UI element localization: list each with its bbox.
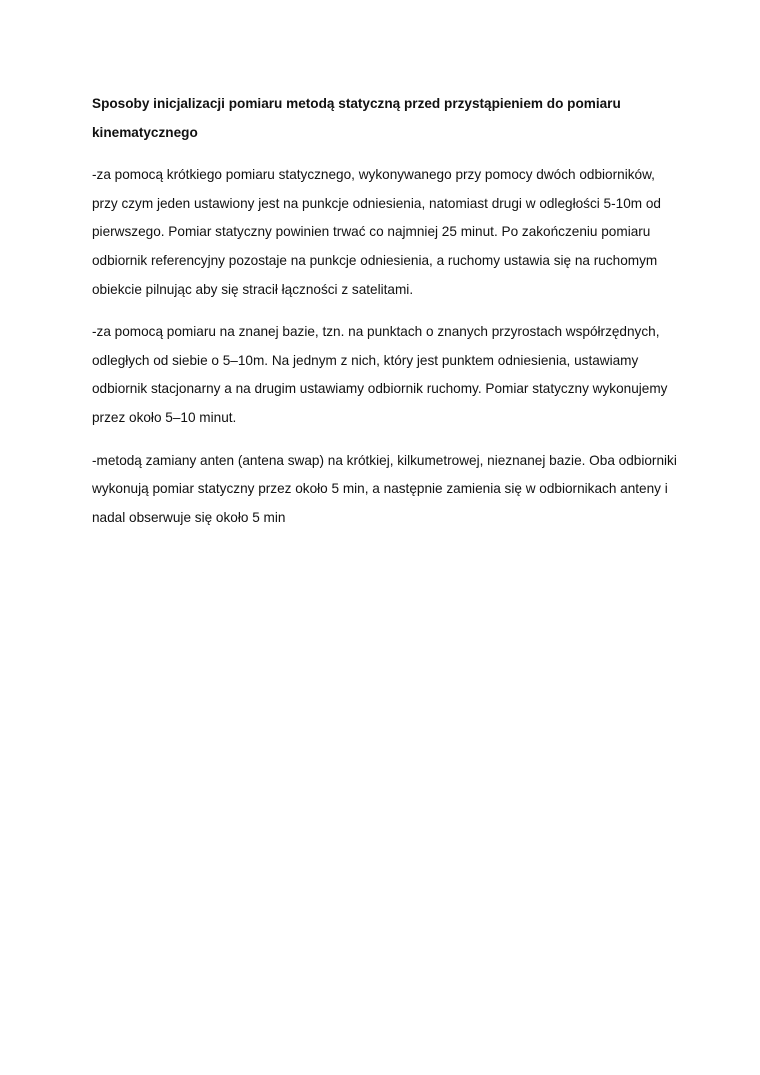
paragraph-static-short-measurement: -za pomocą krótkiego pomiaru statycznego, wykonywanego przy pomocy dwóch odbiorników, przy czym jeden ustawiony jest na punkcje odniesienia, natomiast drugi w odległości 5-10m od pierwszego. Pomiar statyczny powinien trwać co najmniej 25 minut. Po zakończeniu pomiaru odbiornik referencyjny pozostaje na punkcje odniesienia, a ruchomy ustawia się na ruchomym obiekcie pilnując aby się stracił łączności z satelitami.	[92, 167, 661, 297]
paragraph-antenna-swap: -metodą zamiany anten (antena swap) na krótkiej, kilkumetrowej, nieznanej bazie. Oba odbiorniki wykonują pomiar statyczny przez około 5 min, a następnie zamienia się w odbiornikach anteny i nadal obserwuje się około 5 min	[92, 452, 677, 525]
document-title: Sposoby inicjalizacji pomiaru metodą statyczną przed przystąpieniem do pomiaru kinematycznego	[92, 96, 621, 140]
paragraph-known-baseline: -za pomocą pomiaru na znanej bazie, tzn. na punktach o znanych przyrostach współrzędnych, odległych od siebie o 5–10m. Na jednym z nich, który jest punktem odniesienia, ustawiamy odbiornik stacjonarny a na drugim ustawiamy odbiornik ruchomy. Pomiar statyczny wykonujemy przez około 5–10 minut.	[92, 324, 668, 425]
document-body	[92, 90, 682, 532]
